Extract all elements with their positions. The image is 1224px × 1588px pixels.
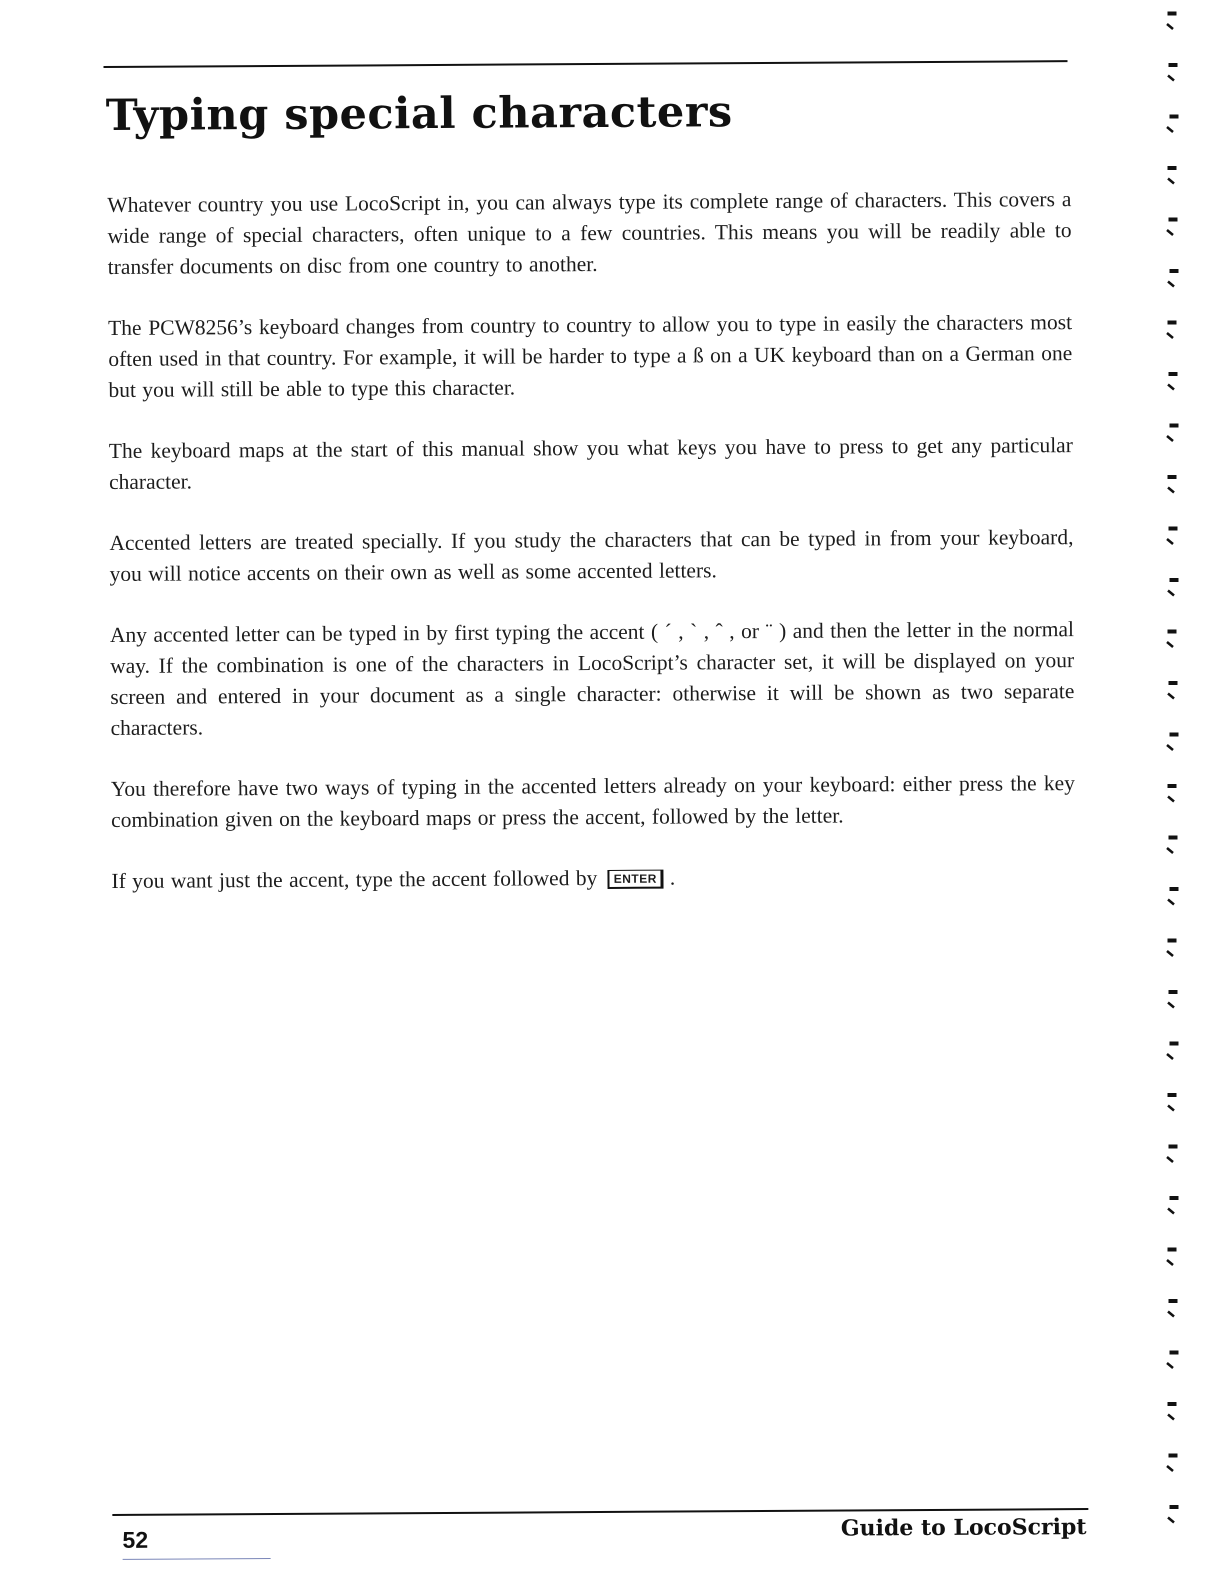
- perforation-dash: [1169, 218, 1177, 221]
- perforation-tick: [1167, 1157, 1173, 1162]
- perforation-dash: [1170, 270, 1178, 273]
- paragraph-3: The keyboard maps at the start of this manual show you what keys you have to press to get any particular character.: [108, 433, 1073, 494]
- perforation-dash: [1170, 888, 1178, 891]
- perforation-dash: [1170, 115, 1178, 118]
- perforation-tick: [1167, 1260, 1173, 1265]
- perforation-tick: [1167, 1466, 1173, 1471]
- perforation-dash: [1168, 1094, 1176, 1097]
- perforation-dash: [1168, 785, 1176, 788]
- perforation-dash: [1170, 579, 1178, 582]
- perforation-dash: [1169, 373, 1177, 376]
- perforation-dash: [1170, 1042, 1178, 1045]
- tractor-feed-perforation: [1146, 0, 1224, 1584]
- perforation-dash: [1169, 527, 1177, 530]
- perforation-dash: [1168, 321, 1176, 324]
- top-rule: [104, 60, 1068, 68]
- perforation-tick: [1167, 1054, 1173, 1059]
- perforation-dash: [1170, 1351, 1178, 1354]
- perforation-tick: [1168, 1312, 1174, 1317]
- perforation-tick: [1168, 591, 1174, 596]
- perforation-tick: [1168, 1209, 1174, 1214]
- perforation-dash: [1169, 991, 1177, 994]
- paragraph-4: Accented letters are treated specially. If you study the characters that can be typed in from your keyboard, you will notice accents on their own as well as some accented letters.: [109, 525, 1074, 586]
- body-text: [107, 184, 1075, 927]
- paragraph-7-text: If you want just the accent, type the accent followed by: [111, 866, 598, 893]
- page-number-underline: [123, 1558, 271, 1560]
- perforation-tick: [1167, 539, 1173, 544]
- perforation-tick: [1168, 385, 1174, 390]
- perforation-tick: [1168, 1003, 1174, 1008]
- page-title: Typing special characters: [105, 87, 733, 142]
- paragraph-2: The PCW8256’s keyboard changes from country to country to allow you to type in easily the characters most often used in that country. For example, it will be harder to type a ß on a UK keyboard than on a German one but you will still be able to type this character.: [108, 310, 1073, 402]
- paragraph-6: You therefore have two ways of typing in the accented letters already on your keyboard: either press the key combination given on the keyboard maps or press the accent, followed by the letter.: [110, 771, 1075, 832]
- perforation-tick: [1167, 24, 1173, 29]
- perforation-dash: [1170, 1506, 1178, 1509]
- perforation-dash: [1168, 12, 1176, 15]
- perforation-dash: [1169, 64, 1177, 67]
- paragraph-7-end: .: [669, 865, 676, 890]
- perforation-tick: [1168, 76, 1174, 81]
- perforation-tick: [1167, 1363, 1173, 1368]
- perforation-tick: [1167, 333, 1173, 338]
- perforation-tick: [1168, 488, 1174, 493]
- perforation-tick: [1167, 127, 1173, 132]
- perforation-tick: [1168, 900, 1174, 905]
- perforation-dash: [1169, 1145, 1177, 1148]
- perforation-dash: [1168, 630, 1176, 633]
- perforation-tick: [1168, 179, 1174, 184]
- paragraph-1: Whatever country you use LocoScript in, you can always type its complete range of characters. This covers a wide range of special characters, often unique to a few countries. This means you will be readily able to transfer documents on disc from one country to another.: [107, 187, 1072, 279]
- perforation-tick: [1168, 694, 1174, 699]
- perforation-dash: [1168, 167, 1176, 170]
- perforation-dash: [1169, 1454, 1177, 1457]
- perforation-dash: [1169, 1300, 1177, 1303]
- perforation-tick: [1168, 1518, 1174, 1523]
- perforation-tick: [1168, 1106, 1174, 1111]
- perforation-tick: [1168, 797, 1174, 802]
- enter-key-glyph: ENTER: [608, 870, 664, 889]
- perforation-tick: [1167, 230, 1173, 235]
- perforation-tick: [1167, 951, 1173, 956]
- perforation-tick: [1167, 848, 1173, 853]
- page-number: 52: [122, 1526, 149, 1553]
- perforation-dash: [1170, 1197, 1178, 1200]
- perforation-tick: [1167, 745, 1173, 750]
- paragraph-5: Any accented letter can be typed in by first typing the accent ( ´ , ` , ˆ , or ¨ ) and then the letter in the normal way. If the combination is one of the characters in LocoScript’s character set, it will be displayed on your screen and entered in your document as a single character: otherwise it will be shown as two separate characters.: [109, 617, 1075, 740]
- perforation-dash: [1169, 836, 1177, 839]
- perforation-tick: [1168, 1415, 1174, 1420]
- perforation-tick: [1167, 642, 1173, 647]
- footer-book-title: Guide to LocoScript: [840, 1514, 1087, 1542]
- perforation-dash: [1168, 1403, 1176, 1406]
- perforation-tick: [1167, 436, 1173, 441]
- perforation-tick: [1168, 282, 1174, 287]
- perforation-dash: [1169, 682, 1177, 685]
- perforation-dash: [1168, 939, 1176, 942]
- perforation-dash: [1168, 476, 1176, 479]
- perforation-dash: [1170, 733, 1178, 736]
- perforation-dash: [1170, 424, 1178, 427]
- perforation-dash: [1168, 1248, 1176, 1251]
- paragraph-7: [111, 860, 1075, 897]
